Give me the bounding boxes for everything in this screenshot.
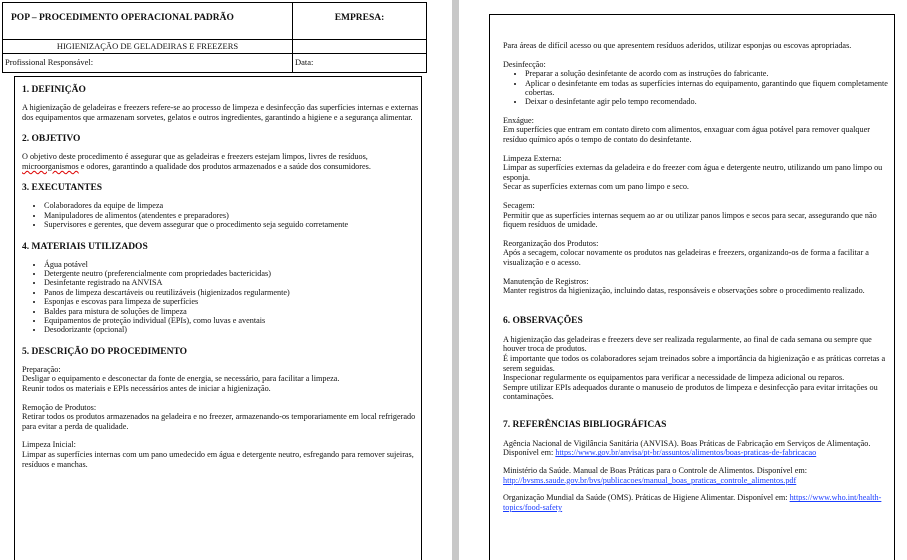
executantes-list: [22, 201, 421, 229]
document-page-2: [459, 0, 907, 560]
page-gap: [452, 0, 459, 560]
step-text: Desligar o equipamento e desconectar da fonte de energia, se necessário, para facilitar a limpeza.: [22, 374, 340, 384]
step-label: Enxágue:: [503, 115, 534, 125]
data-field[interactable]: Data:: [295, 57, 314, 67]
step-secagem: [503, 201, 894, 230]
step-text: Limpar as superfícies internas com um pano umedecido em água e detergente neutro, esfregando para remover sujeiras, resíduos e manchas.: [22, 450, 414, 469]
section-title: 7. REFERÊNCIAS BIBLIOGRÁFICAS: [503, 419, 667, 430]
step-label: Desinfecção:: [503, 59, 546, 69]
section-observacoes: [503, 316, 894, 402]
section-text: A higienização das geladeiras e freezers deve ser realizada regularmente, ao final de cada semana ou sempre que houver troca de produtos.: [503, 334, 872, 354]
materiais-list: [22, 260, 421, 335]
reference-link[interactable]: https://www.gov.br/anvisa/pt-br/assuntos/alimentos/boas-praticas-de-fabricacao: [555, 448, 817, 458]
step-manutencao: [503, 277, 894, 296]
header-table: [2, 2, 427, 73]
list-item: • Equipamentos de proteção individual (EPIs), como luvas e aventais: [44, 316, 421, 325]
section-title: 4. MATERIAIS UTILIZADOS: [22, 241, 148, 252]
section-text: É importante que todos os colaboradores sejam treinados sobre a importância da higienização e as práticas corretas a serem seguidas.: [503, 353, 886, 373]
desinfeccao-list: [503, 69, 894, 107]
list-item: • Deixar o desinfetante agir pelo tempo recomendado.: [525, 97, 894, 106]
step-text: Retirar todos os produtos armazenados na geladeira e no freezer, armazenando-os temporariamente em local refrigerado para evitar a perda de qualidade.: [22, 412, 416, 431]
empresa-label: EMPRESA:: [334, 13, 385, 23]
section-text: Inspecionar regularmente os equipamentos para verificar a necessidade de limpeza adicional ou reparos.: [503, 373, 845, 383]
step-enxague: [503, 116, 894, 145]
section-text: Sempre utilizar EPIs adequados durante o manuseio de produtos de limpeza e desinfecção para evitar irritações ou contaminações.: [503, 382, 878, 402]
document-subtitle: HIGIENIZAÇÃO DE GELADEIRAS E FREEZERS: [3, 40, 293, 53]
reference-3: Organização Mundial da Saúde (OMS). Práticas de Higiene Alimentar. Disponível em: https://www.who.int/health-topics/food-safety: [503, 493, 882, 512]
profissional-field[interactable]: Profissional Responsável:: [3, 54, 293, 72]
list-item: • Supervisores e gerentes, que devem assegurar que o procedimento seja seguido corretamente: [44, 220, 421, 229]
section-title: 6. OBSERVAÇÕES: [503, 315, 583, 326]
step-text: Em superfícies que entram em contato direto com alimentos, enxaguar com água potável para remover qualquer resíduo químico após o tempo de contato do desinfetante.: [503, 125, 870, 144]
reference-link[interactable]: http://bvsms.saude.gov.br/bvs/publicacoes/manual_boas_praticas_controle_alimentos.pdf: [503, 475, 797, 485]
document-title: POP – PROCEDIMENTO OPERACIONAL PADRÃO: [3, 3, 293, 39]
step-text: Manter registros da higienização, incluindo datas, responsáveis e observações sobre o procedimento realizado.: [503, 286, 865, 296]
step-intro: [503, 41, 894, 51]
section-referencias: [503, 420, 894, 513]
reference-2: Ministério da Saúde. Manual de Boas Práticas para o Controle de Alimentos. Disponível em: http://bvsms.saude.gov.br/bvs/publicacoes/manual_boas_praticas_controle_alimentos.pdf: [503, 466, 808, 485]
reference-1: Agência Nacional de Vigilância Sanitária (ANVISA). Boas Práticas de Fabricação em Serviços de Alimentação. Disponível em: https://www.gov.br/anvisa/pt-br/assuntos/alimentos/boas-praticas-de-fabricacao: [503, 438, 871, 458]
content-box-page-1: [14, 76, 422, 560]
list-item: • Aplicar o desinfetante em todas as superfícies internas do equipamento, garantindo que fiquem completamente cobertas.: [525, 79, 894, 98]
section-text: O objetivo deste procedimento é assegurar que as geladeiras e freezers estejam limpos, livres de resíduos, microorganismos e odores, garantindo a qualidade dos produtos armazenados e a saúde dos consumidores.: [22, 152, 371, 171]
section-descricao: [22, 347, 421, 469]
section-materiais: [22, 242, 421, 335]
list-item: • Manipuladores de alimentos (atendentes e preparadores): [44, 211, 421, 220]
step-text: Secar as superfícies externas com um pano limpo e seco.: [503, 182, 689, 192]
step-label: Remoção de Produtos:: [22, 402, 97, 412]
step-preparacao: [22, 365, 421, 394]
list-item: • Desinfetante registrado na ANVISA: [44, 278, 421, 287]
list-item: • Colaboradores da equipe de limpeza: [44, 201, 421, 210]
section-title: 2. OBJETIVO: [22, 134, 81, 145]
content-box-page-2: [489, 14, 895, 560]
step-text: Para áreas de difícil acesso ou que apresentem resíduos aderidos, utilizar esponjas ou escovas apropriadas.: [503, 41, 852, 50]
list-item: • Baldes para mistura de soluções de limpeza: [44, 307, 421, 316]
section-definicao: [22, 85, 421, 122]
step-label: Limpeza Externa:: [503, 153, 562, 163]
step-remocao: [22, 403, 421, 432]
list-item: • Esponjas e escovas para limpeza de superfícies: [44, 297, 421, 306]
step-label: Manutenção de Registros:: [503, 276, 589, 286]
document-page-1: [0, 0, 452, 560]
section-title: 3. EXECUTANTES: [22, 183, 103, 194]
step-limpeza-externa: [503, 154, 894, 192]
list-item: • Detergente neutro (preferencialmente com propriedades bactericidas): [44, 269, 421, 278]
section-title: 1. DEFINIÇÃO: [22, 85, 86, 95]
section-title: 5. DESCRIÇÃO DO PROCEDIMENTO: [22, 346, 188, 357]
step-label: Secagem:: [503, 200, 535, 210]
reference-link[interactable]: https://www.who.int/health-topics/food-safety: [503, 493, 882, 512]
list-item: • Preparar a solução desinfetante de acordo com as instruções do fabricante.: [525, 69, 894, 78]
list-item: • Água potável: [44, 260, 421, 269]
step-label: Preparação:: [22, 364, 61, 374]
step-text: Reunir todos os materiais e EPIs necessários antes de iniciar a higienização.: [22, 384, 271, 394]
misspelled-word: microorganismos: [22, 161, 79, 171]
section-objetivo: [22, 134, 421, 171]
section-executantes: [22, 183, 421, 229]
section-text: A higienização de geladeiras e freezers refere-se ao processo de limpeza e desinfecção das superfícies internas e externas dos equipamentos que armazenam sorvetes, gelatos e outros ingredientes, garantindo a higiene e a segurança alimentar.: [22, 103, 419, 122]
step-desinfeccao: [503, 60, 894, 107]
step-reorganizacao: [503, 239, 894, 268]
list-item: • Desodorizante (opcional): [44, 325, 421, 334]
step-text: Permitir que as superfícies internas sequem ao ar ou utilizar panos limpos e secos para secar, assegurando que não fiquem resíduos de umidade.: [503, 210, 877, 230]
list-item: • Panos de limpeza descartáveis ou reutilizáveis (higienizados regularmente): [44, 288, 421, 297]
step-text: Após a secagem, colocar novamente os produtos nas geladeiras e freezers, organizando-os de forma a facilitar a visualização e o acesso.: [503, 248, 869, 267]
step-label: Reorganização dos Produtos:: [503, 238, 599, 248]
step-text: Limpar as superfícies externas da geladeira e do freezer com água e detergente neutro, utilizando um pano limpo ou esponja.: [503, 163, 883, 182]
step-label: Limpeza Inicial:: [22, 440, 76, 450]
step-limpeza-inicial: [22, 440, 421, 469]
